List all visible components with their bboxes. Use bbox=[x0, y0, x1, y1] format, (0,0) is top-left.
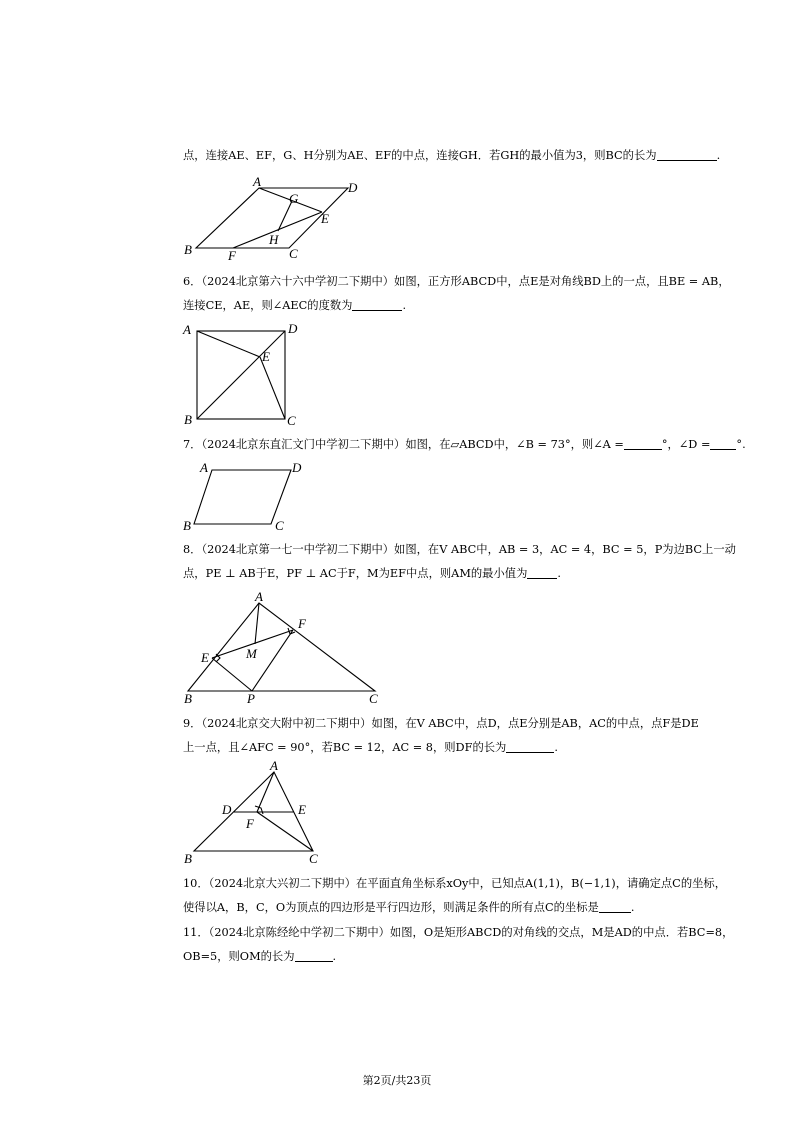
q6-label-E: E bbox=[262, 349, 270, 364]
q5-text: 点，连接AE、EF，G、H分别为AE、EF的中点，连接GH．若GH的最小值为3，则BC的长为 . bbox=[183, 149, 721, 162]
q9-label-A: A bbox=[270, 758, 278, 773]
q9-segment-FC bbox=[257, 812, 313, 851]
q7-label-A: A bbox=[200, 460, 208, 475]
q6-label-C: C bbox=[287, 413, 296, 428]
q8-label-F: F bbox=[298, 616, 306, 631]
q6-label-A: A bbox=[183, 322, 191, 337]
q8-label-A: A bbox=[255, 589, 263, 604]
q10-text-line2: 使得以A，B，C，O为顶点的四边形是平行四边形，则满足条件的所有点C的坐标是 . bbox=[183, 901, 635, 914]
q5-label-B: B bbox=[184, 242, 192, 257]
q9-label-D: D bbox=[222, 802, 232, 817]
answer-blank bbox=[599, 900, 631, 913]
q6-text-line1: 6．（2024北京第六十六中学初二下期中）如图，正方形ABCD中，点E是对角线BD上的一点，且BE = AB， bbox=[183, 275, 730, 288]
page-footer: 第2页/共23页 bbox=[362, 1074, 432, 1087]
q11-text-line1: 11．（2024北京陈经纶中学初二下期中）如图，O是矩形ABCD的对角线的交点，M是AD的中点．若BC=8， bbox=[183, 926, 734, 939]
q8-text-line2: 点，PE ⊥ AB于E，PF ⊥ AC于F，M为EF中点，则AM的最小值为 . bbox=[183, 567, 561, 580]
q7-label-D: D bbox=[292, 460, 302, 475]
q7-label-C: C bbox=[275, 518, 284, 533]
q5-label-C: C bbox=[289, 246, 298, 261]
q8-label-P: P bbox=[247, 691, 255, 706]
q9-label-E: E bbox=[298, 802, 306, 817]
q6-label-D: D bbox=[288, 321, 298, 336]
q8-label-M: M bbox=[246, 646, 257, 661]
q7-text: 7．（2024北京东直汇文门中学初二下期中）如图，在▱ABCD中，∠B = 73°，则∠A = °，∠D = °. bbox=[183, 438, 746, 451]
q8-label-B: B bbox=[184, 691, 192, 706]
q5-label-A: A bbox=[253, 174, 261, 189]
q5-label-H: H bbox=[269, 232, 279, 247]
q9-label-C: C bbox=[309, 851, 318, 866]
q9-label-F: F bbox=[246, 816, 254, 831]
q5-label-D: D bbox=[348, 180, 358, 195]
answer-blank bbox=[295, 949, 333, 962]
q5-label-G: G bbox=[289, 191, 299, 206]
q6-label-B: B bbox=[184, 412, 192, 427]
q5-label-E: E bbox=[321, 211, 329, 226]
q10-text-line1: 10．（2024北京大兴初二下期中）在平面直角坐标系xOy中，已知点A(1,1)，B(−1,1)，请确定点C的坐标， bbox=[183, 877, 727, 890]
q9-text-line1: 9．（2024北京交大附中初二下期中）如图，在V ABC中，点D，点E分别是AB，AC的中点，点F是DE bbox=[183, 717, 699, 730]
q8-label-C: C bbox=[369, 691, 378, 706]
q8-text-line1: 8．（2024北京第一七一中学初二下期中）如图，在V ABC中，AB = 3，AC = 4，BC = 5，P为边BC上一动 bbox=[183, 543, 736, 556]
q11-text-line2: OB=5，则OM的长为 . bbox=[183, 950, 337, 963]
q8-label-E: E bbox=[201, 650, 209, 665]
q9-segment-AF bbox=[257, 772, 274, 812]
q7-label-B: B bbox=[183, 518, 191, 533]
q5-label-F: F bbox=[228, 248, 236, 263]
q9-text-line2: 上一点，且∠AFC = 90°，若BC = 12，AC = 8，则DF的长为 . bbox=[183, 741, 558, 754]
q9-label-B: B bbox=[184, 851, 192, 866]
q6-text-line2: 连接CE，AE，则∠AEC的度数为 . bbox=[183, 299, 407, 312]
